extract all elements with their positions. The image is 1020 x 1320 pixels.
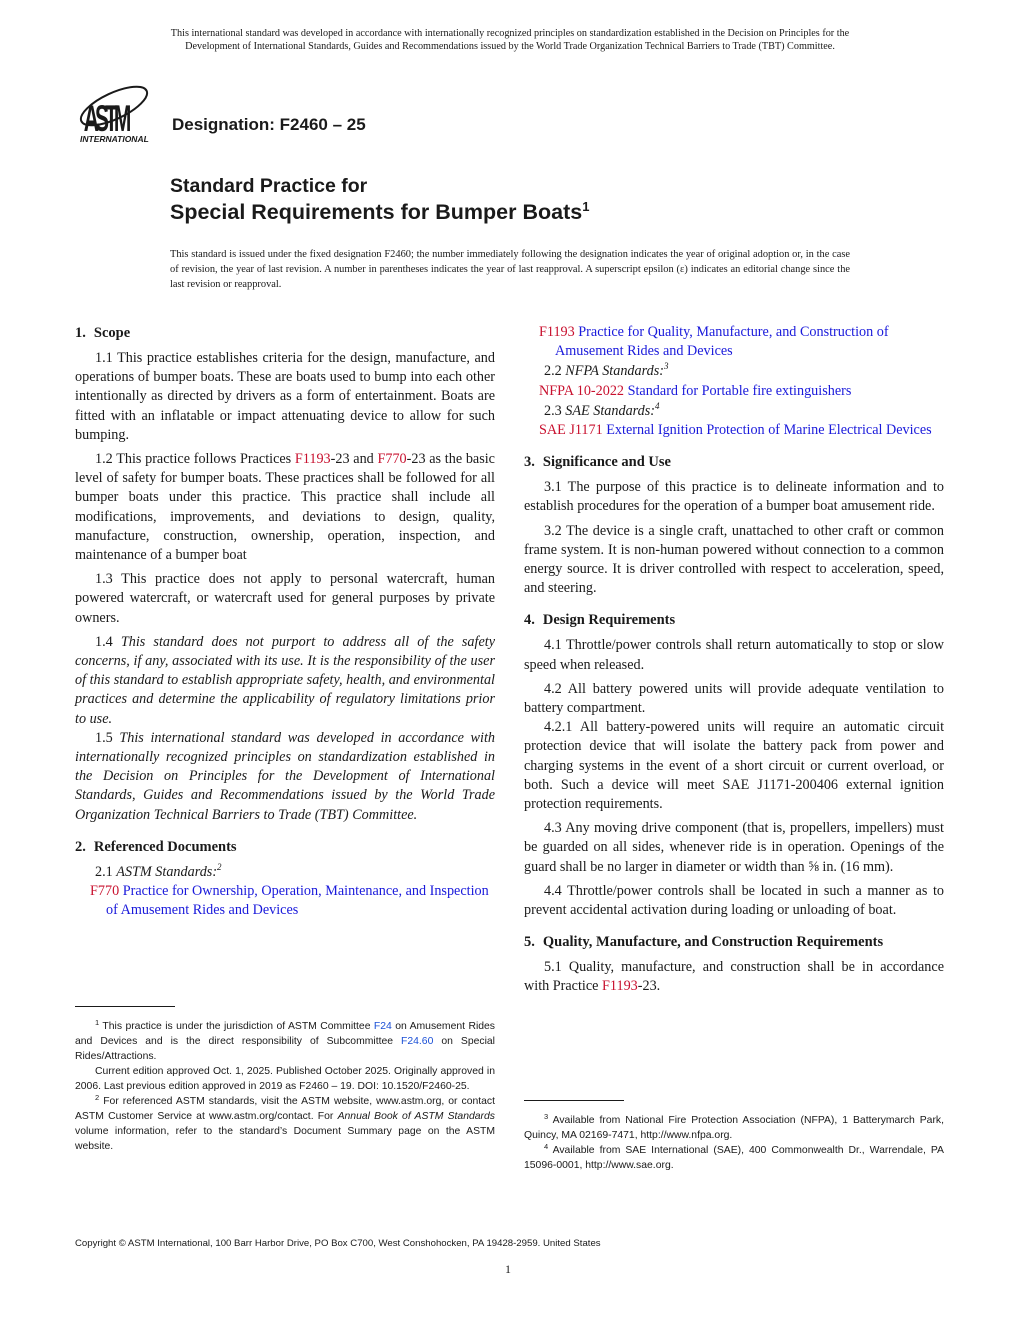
page-number: 1 (505, 1262, 511, 1276)
paragraph-4-3: 4.3 Any moving drive component (that is, propellers, impellers) must be guarded on all sides, whenever ride is in operation. Openings of the guard shall be no larger in diameter or width than ⅝ in. (16 mm). (524, 820, 944, 875)
right-footnotes (524, 1092, 944, 1173)
svg-text:ASTM: ASTM (83, 97, 132, 140)
paragraph-4-4: 4.4 Throttle/power controls shall be located in such a manner as to prevent accidental activation during loading or unloading of boat. (524, 882, 945, 919)
section-5-heading: 5. Quality, Manufacture, and Construction Requirements (524, 934, 884, 951)
left-footnotes (75, 998, 495, 1154)
reference-title[interactable]: Standard for Portable fire extinguishers (627, 382, 852, 399)
footnote-ref-4[interactable]: 4 (655, 400, 660, 411)
footnote-divider (75, 1006, 175, 1007)
footnote-ref-2[interactable]: 2 (217, 861, 222, 872)
reference-code[interactable]: F770 (90, 883, 120, 900)
link-f770[interactable]: F770 (377, 451, 407, 468)
reference-code[interactable]: SAE J1171 (539, 422, 603, 439)
footnote-1-edition: Current edition approved Oct. 1, 2025. Published October 2025. Originally approved in 2006. Last previous edition approved in 2019 as F2460 – 19. DOI: 10.1520/F2460-25. (75, 1066, 495, 1092)
right-column (524, 323, 944, 1002)
reference-sae-j1171[interactable] (524, 421, 944, 440)
footnote-1: $^1$ This practice is under the jurisdiction of ASTM Committee F24 on Amusement Rides and Devices and is the direct responsibility of Subcommittee F24.60 on Special Rides/Attractions. (75, 1018, 496, 1062)
reference-nfpa-10[interactable] (524, 382, 944, 401)
footnote-4: $^4$ Available from SAE International (SAE), 400 Commonwealth Dr., Warrendale, PA 15096-0001, http://www.sae.org. (524, 1142, 944, 1171)
title-line-2 (170, 198, 589, 226)
section-2-heading: 2. Referenced Documents (75, 838, 237, 855)
paragraph-3-1: 3.1 The purpose of this practice is to delineate information and to establish procedures for the operation of a bumper boat amusement ride. (524, 479, 944, 515)
paragraph-1-5: 1.5 This international standard was developed in accordance with internationally recognized principles on standardization established in the Decision on Principles for the Development of International Standards, Guides and Recommendations issued by the World Trade Organization Technical Barriers to Trade (TBT) Committee. (75, 729, 495, 823)
section-3-heading: 3. Significance and Use (524, 454, 671, 471)
footnote-2: $^2$ For referenced ASTM standards, visit the ASTM website, www.astm.org, or contact ASTM Customer Service at www.astm.org/contact. For Annual Book of ASTM Standards volume information, refer to the standard’s Document Summary page on the ASTM website. (75, 1093, 495, 1152)
subsection-2-3: 2.3 SAE Standards:$^4$ (544, 400, 660, 419)
footnote-divider (524, 1100, 624, 1101)
paragraph-3-2: 3.2 The device is a single craft, unattached to other craft or common frame system. It is non-human powered without connection to a common energy source. It is driver controlled with respect to acceleration, speed, and steering. (524, 522, 944, 597)
link-subcommittee-f24-60[interactable]: F24.60 (401, 1036, 434, 1047)
paragraph-5-1: 5.1 Quality, manufacture, and construction shall be in accordance with Practice F1193-23. (524, 959, 944, 995)
top-notice (70, 27, 950, 53)
paragraph-1-2: 1.2 This practice follows Practices F1193-23 and F770-23 as the basic level of safety for bumper boats. These practices shall be followed for all bumper boats under this practice. This practice shall include all modifications, improvements, and deviations to design, quality, manufacture, construction, ownership, operation, inspection, and maintenance of a bumper boat (75, 451, 495, 564)
section-4-heading: 4. Design Requirements (524, 612, 676, 629)
reference-f1193[interactable] (524, 323, 944, 361)
reference-title[interactable]: Practice for Quality, Manufacture, and Construction of Amusement Rides and Devices (555, 324, 889, 360)
title-footnote-ref[interactable]: 1 (582, 199, 590, 214)
top-notice-line-2: Development of International Standards, Guides and Recommendations issued by the World Trade Organization Technical Barriers to Trade (TBT) Committee. (185, 41, 835, 52)
designation: Designation: F2460 – 25 (172, 115, 366, 134)
left-column (75, 323, 495, 921)
subsection-2-2: 2.2 NFPA Standards:$^3$ (544, 361, 669, 380)
paragraph-1-4: 1.4 This standard does not purport to address all of the safety concerns, if any, associated with its use. It is the responsibility of the user of this standard to establish appropriate safety, health, and environmental practices and determine the applicability of regulatory limitations prior to use. (75, 633, 495, 727)
paragraph-1-1: 1.1 This practice establishes criteria for the design, manufacture, and operations of bumper boats. These are boats used to bump into each other intentionally as directed by drivers as a form of entertainment. Boats are fitted with an inflatable or impact attenuating device to allow for such bumping. (75, 350, 495, 443)
title-text: Special Requirements for Bumper Boats (170, 200, 583, 224)
reference-title[interactable]: Practice for Ownership, Operation, Maintenance, and Inspection of Amusement Rides and Devices (106, 883, 489, 919)
subsection-2-1: 2.1 ASTM Standards:$^2$ (95, 861, 222, 880)
paragraph-4-2: 4.2 All battery powered units will provide adequate ventilation to battery compartment. (524, 680, 944, 717)
link-f1193[interactable]: F1193 (602, 978, 638, 995)
title-block (170, 174, 589, 226)
reference-code[interactable]: F1193 (539, 324, 575, 340)
link-committee-f24[interactable]: F24 (373, 1021, 392, 1032)
footnote-ref-3[interactable]: 3 (663, 361, 669, 372)
paragraph-4-1: 4.1 Throttle/power controls shall return automatically to stop or slow speed when released. (524, 637, 944, 673)
title-line-1: Standard Practice for (170, 175, 368, 197)
footnote-3: $^3$ Available from National Fire Protection Association (NFPA), 1 Batterymarch Park, Quincy, MA 02169-7471, http://www.nfpa.org. (524, 1112, 944, 1141)
reference-title[interactable]: External Ignition Protection of Marine Electrical Devices (606, 422, 932, 439)
reference-code[interactable]: NFPA 10-2022 (539, 382, 625, 399)
section-1-heading: 1. Scope (75, 325, 131, 341)
link-f1193[interactable]: F1193 (294, 451, 331, 468)
astm-logo (74, 76, 164, 146)
astm-logo-icon (74, 76, 164, 146)
top-notice-line-1: This international standard was developed in accordance with internationally recognized principles on standardization established in the Decision on Principles for the (170, 28, 850, 39)
issuance-note: This standard is issued under the fixed designation F2460; the number immediately following the designation indicates the year of original adoption or, in the case of revision, the year of last revision. A number in parentheses indicates the year of last reapproval. A superscript epsilon (ε) indicates an editorial change since the last revision or reapproval. (170, 249, 850, 290)
copyright: Copyright © ASTM International, 100 Barr Harbor Drive, PO Box C700, West Conshohocken, PA 19428-2959. United States (75, 1238, 601, 1249)
logo-subtitle: INTERNATIONAL (80, 134, 149, 144)
reference-f770[interactable] (75, 882, 495, 920)
paragraph-4-2-1: 4.2.1 All battery-powered units will require an automatic circuit protection device that will isolate the battery pack from power and charging systems in the event of a short circuit or current overload, or both. Such a device will meet SAE J1171-200406 external ignition protection requirements. (524, 719, 945, 813)
paragraph-1-3: 1.3 This practice does not apply to personal watercraft, human powered watercraft, or watercraft used for general purposes by private owners. (75, 571, 495, 626)
